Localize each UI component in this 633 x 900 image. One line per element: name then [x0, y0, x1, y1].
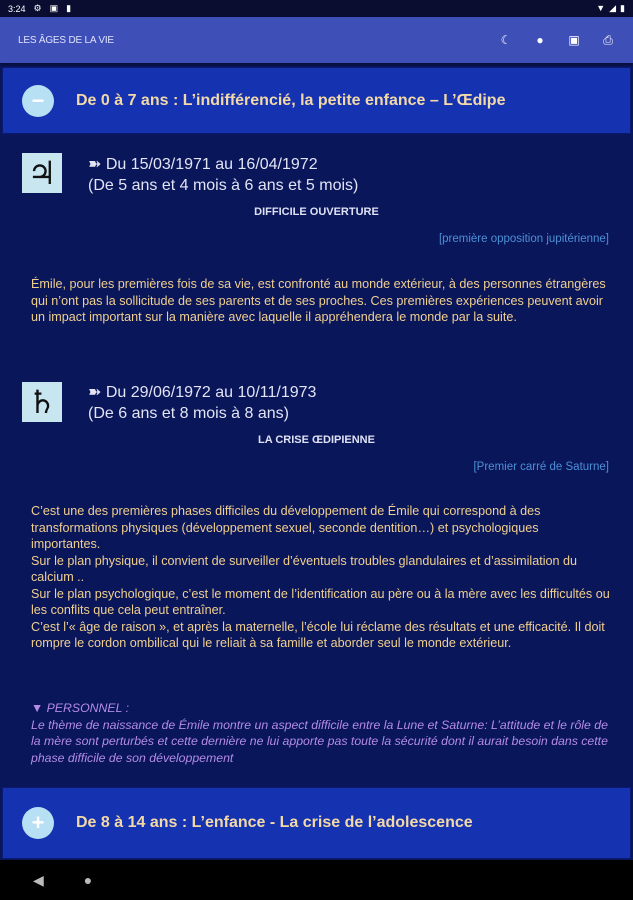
- navigation-bar: [0, 860, 633, 900]
- section-title: De 8 à 14 ans : L’enfance - La crise de l’adolescence: [76, 814, 473, 831]
- text-line: C’est l’« âge de raison », et après la maternelle, l’école lui réclame des résultats et une efficacité. Il doit rompre le cordon ombilical qui le reliait à sa famille et aborder seul le monde extérieur.: [31, 619, 605, 650]
- text-line: Sur le plan psychologique, c’est le moment de l’identification au père ou à la mère avec les difficultés ou les conflits que cela peut entraîner.: [31, 586, 610, 617]
- expand-button[interactable]: +: [22, 807, 54, 839]
- personal-toggle[interactable]: ▼ PERSONNEL :: [31, 701, 130, 715]
- age-range: (De 6 ans et 8 mois à 8 ans): [88, 405, 289, 422]
- section-header-8-14[interactable]: [2, 787, 631, 859]
- entry-text: Émile, pour les premières fois de sa vie, est confronté au monde extérieur, à des personnes étrangères qui n’ont pas la sollicitude de ses parents et de ses proches. Ces premières expériences peuvent avoir un impact important sur la manière avec laquelle il appréhendera le monde par la suite.: [31, 277, 606, 324]
- settings-icon: ⚙: [33, 3, 42, 13]
- text-line: C’est une des premières phases difficiles du développement de Émile qui correspond à des transformations physiques (développement sexuel, seconde dentition…) et psychologiques importantes.: [31, 504, 541, 551]
- date-range: ➽ Du 29/06/1972 au 10/11/1973: [88, 384, 317, 401]
- back-icon[interactable]: ◀: [33, 871, 44, 888]
- collapse-button[interactable]: −: [22, 85, 54, 117]
- signal-icon: ◢: [609, 3, 617, 13]
- status-bar: [0, 0, 633, 17]
- notification-icon: ▣: [49, 3, 59, 13]
- entry-note: [Premier carré de Saturne]: [473, 461, 609, 473]
- text-line: Sur le plan physique, il convient de surveiller d’éventuels troubles glandulaires et d’assimilation du calcium ..: [31, 553, 578, 584]
- info-icon[interactable]: ●: [536, 33, 544, 47]
- portrait-icon[interactable]: ▣: [568, 33, 580, 47]
- wifi-icon: ▼: [596, 3, 606, 13]
- jupiter-icon: ♃: [22, 153, 62, 193]
- entry-title: LA CRISE ŒDIPIENNE: [258, 434, 375, 446]
- age-range: (De 5 ans et 4 mois à 6 ans et 5 mois): [88, 177, 359, 194]
- sd-card-icon: ▮: [66, 3, 72, 13]
- entry-text: [31, 503, 611, 652]
- entry-dates: [88, 154, 358, 196]
- entry-title: DIFFICILE OUVERTURE: [254, 206, 379, 218]
- section-title: De 0 à 7 ans : L’indifférencié, la petite enfance – L’Œdipe: [76, 91, 506, 109]
- clock: 3:24: [8, 3, 26, 14]
- personal-section: [31, 700, 611, 766]
- moon-icon[interactable]: ☾: [500, 33, 512, 47]
- print-icon[interactable]: ⎙: [603, 32, 613, 47]
- app-bar: [0, 17, 633, 63]
- battery-icon: ▮: [620, 3, 625, 13]
- app-title: LES ÂGES DE LA VIE: [18, 34, 114, 46]
- entry-dates: [88, 382, 316, 424]
- saturn-icon: ♄: [22, 382, 62, 422]
- home-icon[interactable]: ●: [83, 872, 93, 888]
- entry-note: [première opposition jupitérienne]: [438, 233, 609, 245]
- personal-text: Le thème de naissance de Émile montre un aspect difficile entre la Lune et Saturne: L’attitude et le rôle de la mère sont perturbés et cette dernière ne lui apporte pas toute la sécurité dont il aurait besoin dans cette phase difficile de son développement: [31, 717, 608, 765]
- date-range: ➽ Du 15/03/1971 au 16/04/1972: [88, 156, 318, 173]
- section-header-0-7[interactable]: [2, 67, 631, 134]
